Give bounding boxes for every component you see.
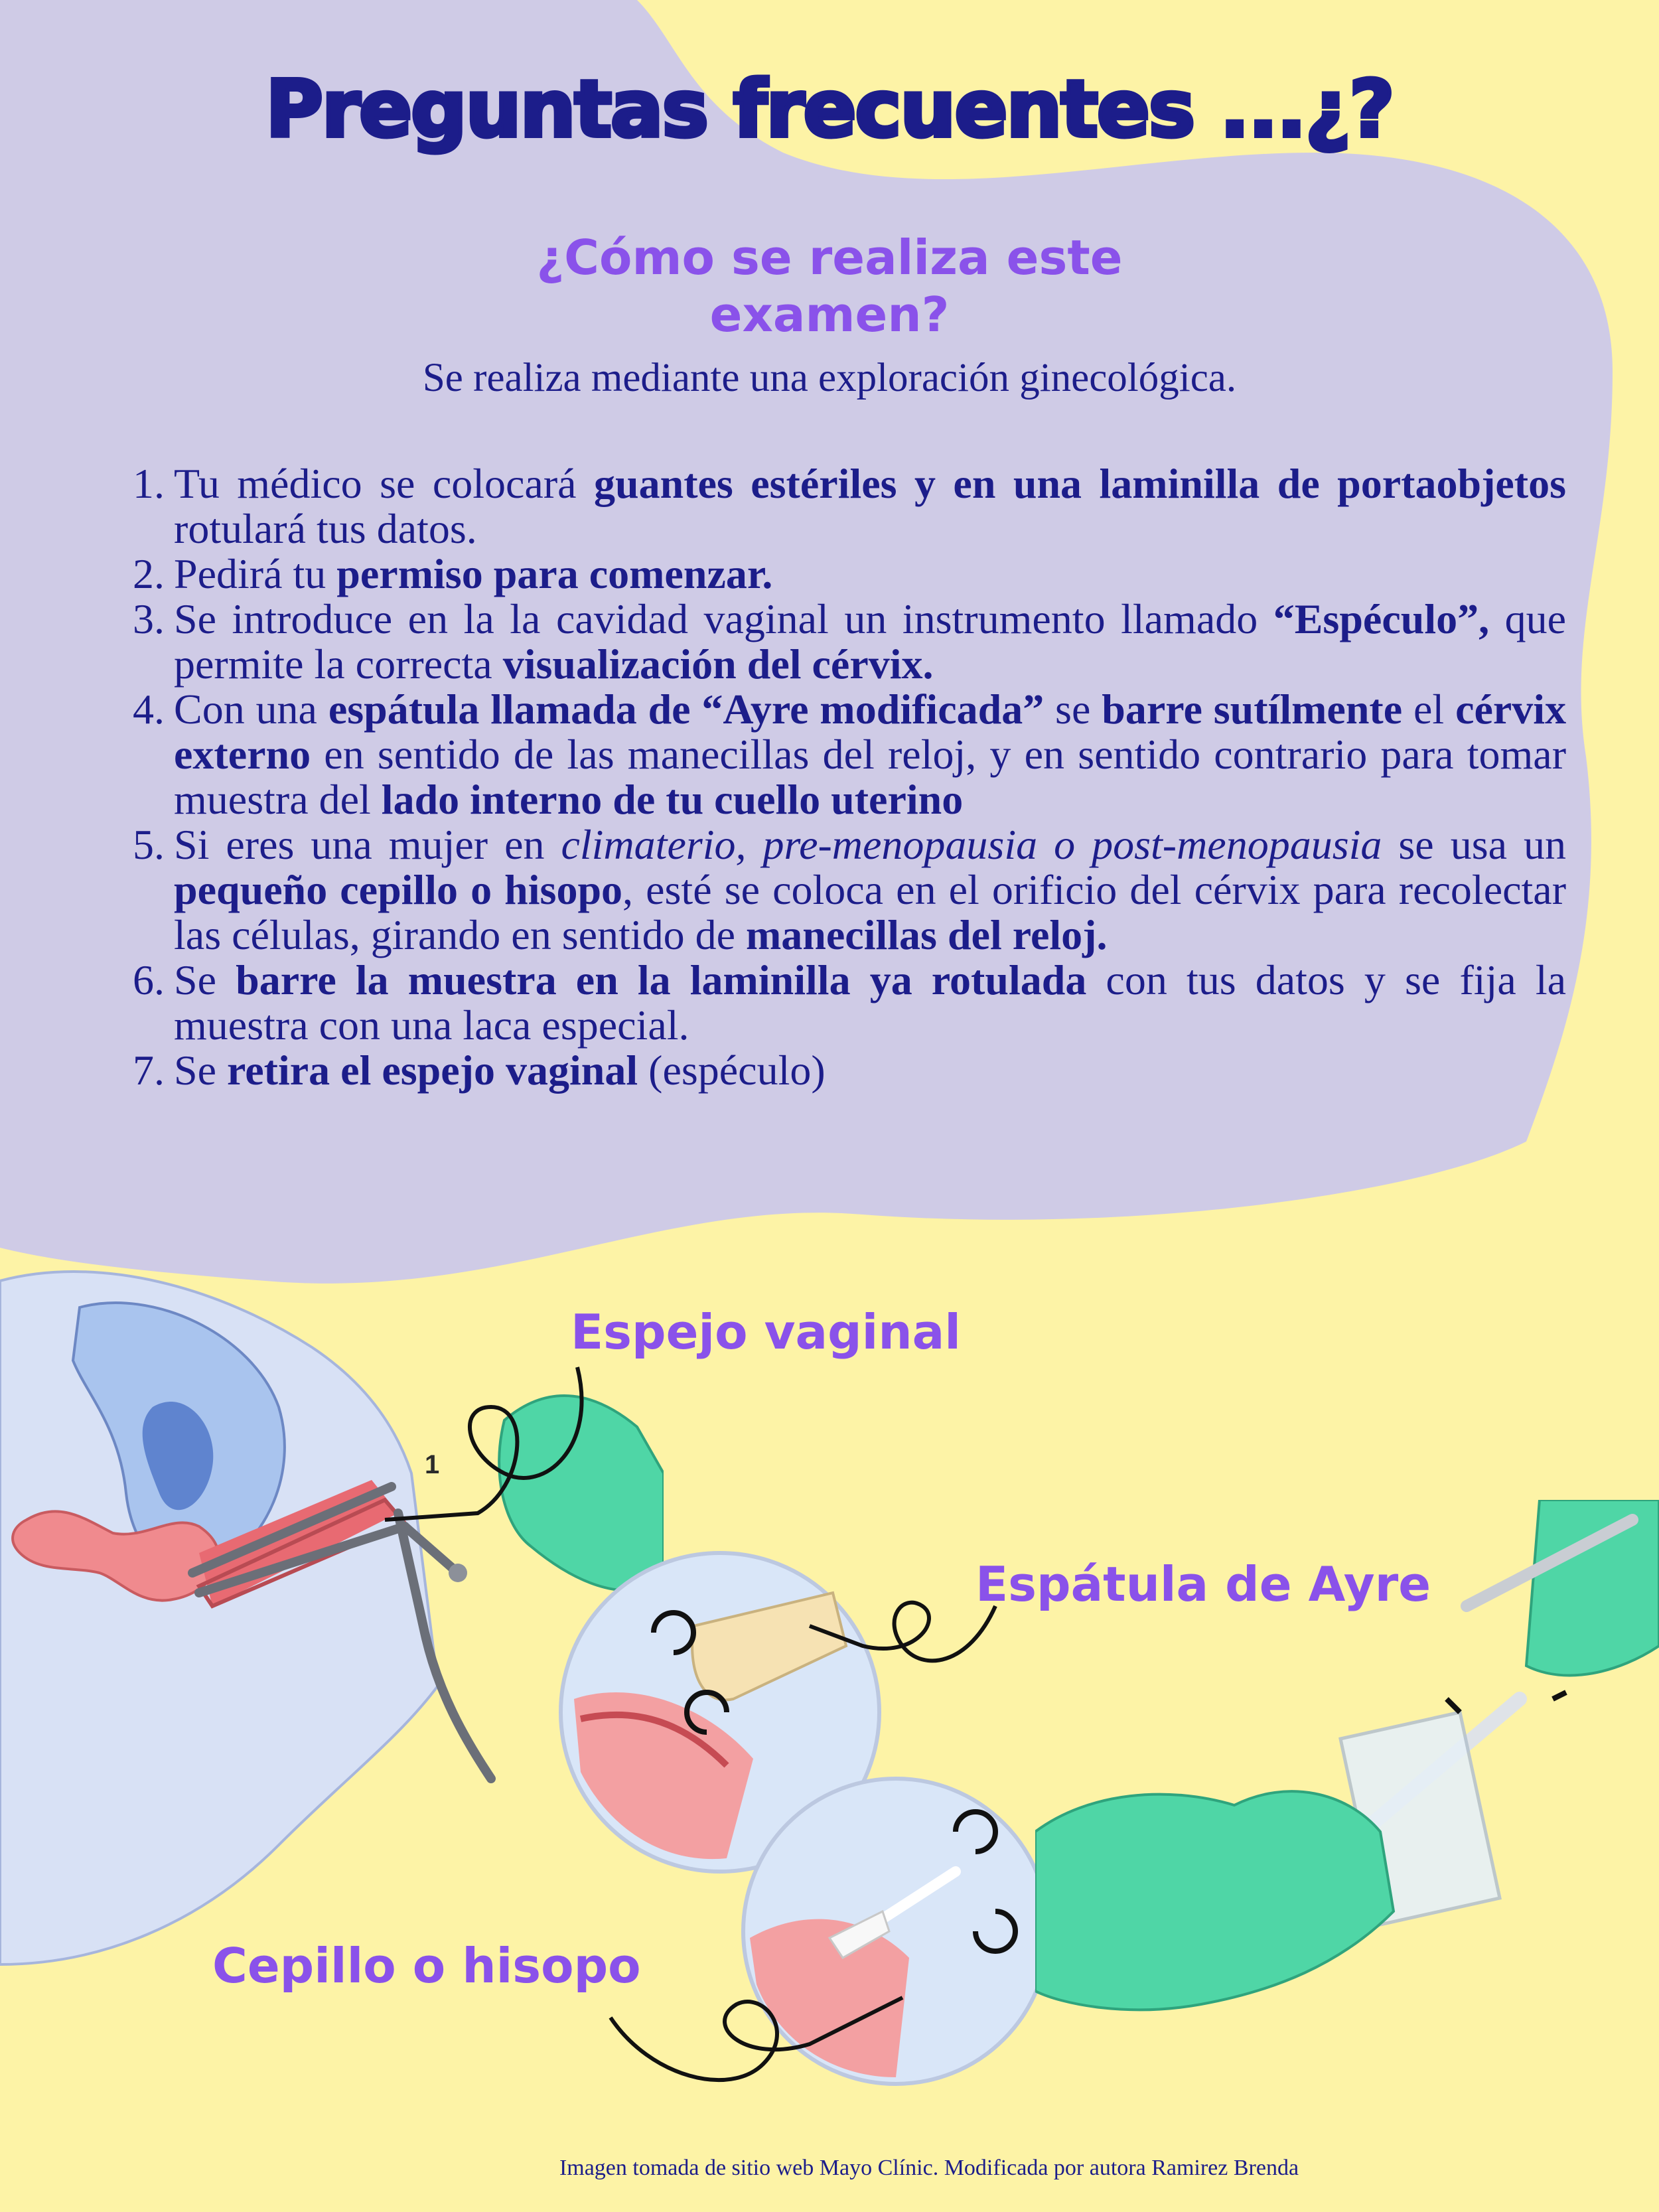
step-text: Si eres una mujer en (174, 821, 561, 868)
step-text: se usa un (1382, 821, 1567, 868)
step-emphasis: espátula llamada de “Ayre modificada” (328, 686, 1045, 733)
step-emphasis: barre sutílmente (1102, 686, 1403, 733)
step-emphasis: guantes estériles y en una laminilla de portaobjetos (594, 460, 1567, 507)
step-text: en sentido de las manecillas del reloj, y en sentido contrario para tomar muestra del (174, 731, 1566, 823)
step-text: se (1044, 686, 1102, 733)
step-italic: climaterio, pre-menopausia o post-menopausia (561, 821, 1382, 868)
step-number: 7. (133, 1047, 165, 1094)
step-number: 2. (133, 550, 165, 597)
step-text: el (1402, 686, 1456, 733)
step-text: Se introduce en la la cavidad vaginal un instrumento llamado (174, 595, 1273, 642)
step-text: que permite la correcta (174, 595, 1567, 688)
step-emphasis: retira el espejo vaginal (227, 1047, 638, 1094)
page-title: Preguntas frecuentes ...¿? (265, 63, 1394, 155)
step-number: 4. (133, 686, 165, 733)
step-text: Con una (174, 686, 328, 733)
step-text: rotulará tus datos. (174, 505, 477, 552)
step-emphasis: cérvix externo (174, 686, 1567, 778)
step-emphasis: barre la muestra en la laminilla ya rotulada (236, 956, 1087, 1003)
step-number: 6. (133, 956, 165, 1003)
step-text: Se (174, 956, 236, 1003)
step-emphasis: permiso para comenzar. (336, 550, 773, 597)
step-text: Tu médico se colocará (174, 460, 594, 507)
section-question: ¿Cómo se realiza este examen? (536, 230, 1123, 342)
step-text: con tus datos y se fija la muestra con una laca especial. (174, 956, 1567, 1049)
step-text: (espéculo) (638, 1047, 826, 1094)
step-text: Pedirá tu (174, 550, 337, 597)
step-text: Se (174, 1047, 227, 1094)
step-number: 5. (133, 821, 165, 868)
figure-number: 1 (425, 1450, 440, 1479)
step-emphasis: pequeño cepillo o hisopo (174, 866, 623, 913)
step-emphasis: “Espéculo”, (1273, 595, 1490, 642)
step-emphasis: visualización del cérvix. (502, 640, 934, 688)
intro-text: Se realiza mediante una exploración ginecológica. (422, 356, 1237, 400)
step-emphasis: manecillas del reloj. (745, 911, 1108, 958)
step-text: , esté se coloca en el orificio del cérvix para recolectar las células, girando en sentido de (174, 866, 1567, 958)
brush-label: Cepillo o hisopo (212, 1938, 641, 1994)
spatula-label: Espátula de Ayre (975, 1556, 1431, 1612)
speculum-label: Espejo vaginal (571, 1304, 961, 1360)
image-credit: Imagen tomada de sitio web Mayo Clínic. Modificada por autora Ramirez Brenda (559, 2156, 1299, 2180)
step-number: 1. (133, 460, 165, 507)
step-emphasis: lado interno de tu cuello uterino (381, 776, 964, 823)
step-number: 3. (133, 595, 165, 642)
